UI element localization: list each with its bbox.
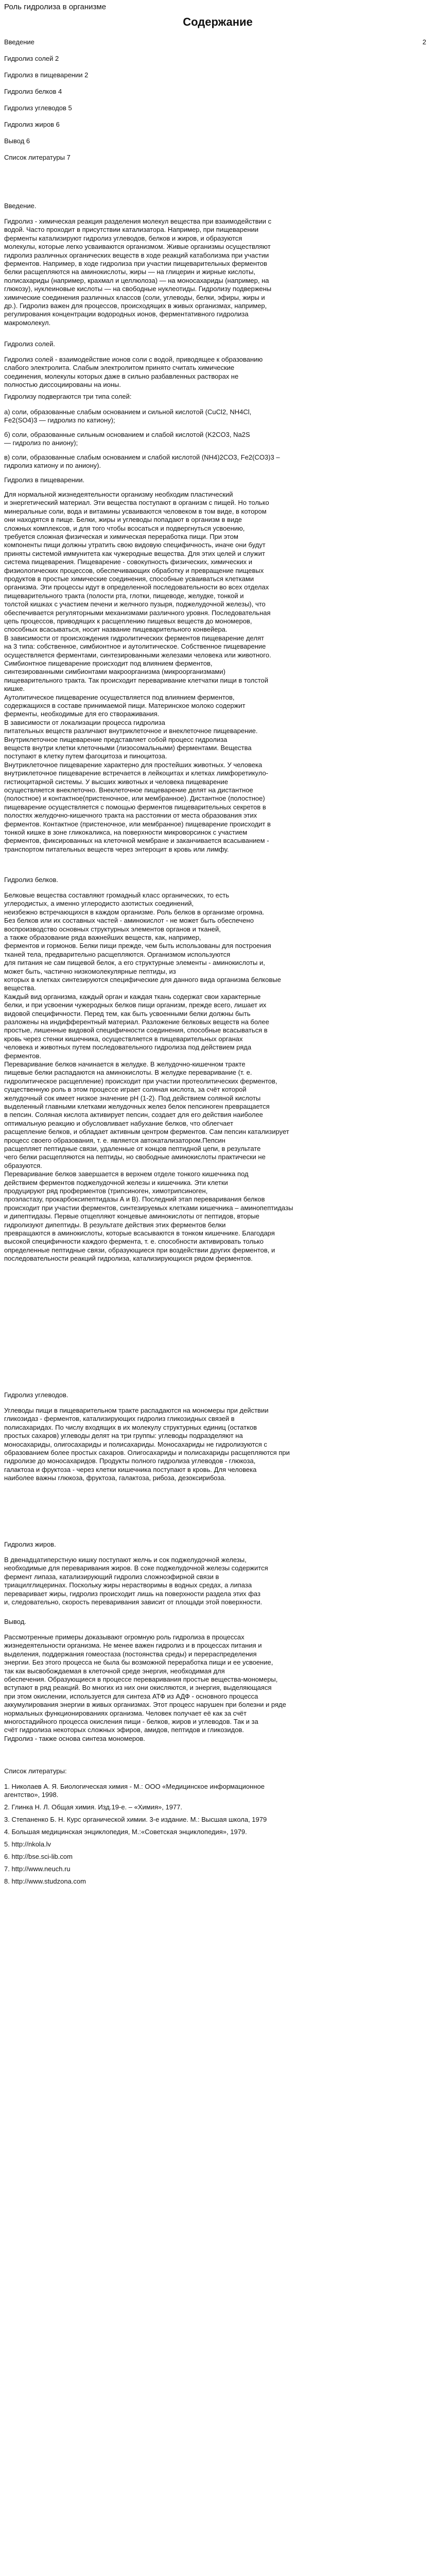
paragraph-line: физиологических процессов, обеспечивающих обработку и превращение пищевых [4, 566, 264, 574]
salt-type-line: б) соли, образованные сильным основанием и слабой кислотой (K2CO3, Na2S [4, 431, 250, 438]
paragraph-line: неизбежно встречающихся в каждом организме. Роль белков в организме огромна. [4, 908, 265, 916]
paragraph-line: Внутриклеточное пищеварение представляет собой процесс гидролиза [4, 735, 228, 743]
toc-item: Гидролиз в пищеварении 2 [4, 71, 89, 79]
paragraph-line: водой. Часто проходит в присутствии катализатора. Например, при пищеварении [4, 226, 259, 234]
section-heading-salts: Гидролиз солей. [4, 340, 56, 348]
paragraph-line: ферменты катализируют гидролиз углеводов, белков и жиров, и образуются [4, 234, 242, 242]
paragraph-line: последовательности реакций гидролиза, катализирующихся рядом ферментов. [4, 1255, 253, 1263]
reference-item: 2. Глинка Н. Л. Общая химия. Изд.19-е. – «Химия», 1977. [4, 1803, 183, 1811]
paragraph-line: тонкой кишке в зоне гликокаликса, на поверхности микроворсинок с участием [4, 828, 248, 836]
paragraph-line: действием ферментов поджелудочной железы и кишечника. Эти клетки [4, 1178, 228, 1187]
paragraph-line: энергии. Без этого процесса не была бы возможной переработка пищи и ее усвоение, [4, 1658, 273, 1667]
reference-item: 1. Николаев А. Я. Биологическая химия - М.: ООО «Медицинское информационное [4, 1783, 265, 1790]
paragraph-line: молекулы, которые легко усваиваются организмом. Живые организмы осуществляют [4, 243, 271, 251]
paragraph-line: компоненты пищи должны утратить свою видовую специфичность, иначе они будут [4, 541, 266, 549]
paragraph-line: полостях желудочно-кишечного тракта на расстоянии от места образования этих [4, 811, 257, 820]
paragraph-line: полисахариды (например, крахмал и целлюлоза) — на моносахариды (например, на [4, 276, 269, 284]
paragraph-line: определенные пептидные связи, образующиеся при воздействии других ферментов, и [4, 1246, 275, 1254]
paragraph-line: пищевые белки распадаются на аминокислоты. В желудке переваривание (т. е. [4, 1069, 252, 1077]
paragraph-line: Гидролиз солей - взаимодействие ионов соли с водой, приводящее к образованию [4, 355, 263, 363]
paragraph-line: превращаются в аминокислоты, которые всасываются в тонком кишечнике. Благодаря [4, 1229, 275, 1237]
paragraph-line: обеспечения. Образующиеся в процессе переваривания простые вещества-мономеры, [4, 1675, 278, 1683]
paragraph-line: которых в клетках синтезируются специфические для данного вида организма белковые [4, 976, 281, 984]
paragraph-line: обеспечивается регуляторными механизмами различного уровня. Последовательная [4, 608, 271, 617]
paragraph-line: ферментов. [4, 1052, 42, 1060]
paragraph-line: и энергетический материал. Эти вещества поступают в организм с пищей. Но только [4, 499, 269, 507]
section-heading-fats: Гидролиз жиров. [4, 1540, 56, 1548]
paragraph-line: организма. Эти процессы идут в определенной последовательности во всех отделах [4, 583, 269, 591]
paragraph-line: содержащихся в составе принимаемой пищи. Материнское молоко содержит [4, 702, 246, 709]
paragraph-line: способных всасываться, носит название пищеварительного конвейера. [4, 625, 228, 634]
paragraph-line: пищеварительного тракта. Так происходит переваривание клетчатки пищи в толстой [4, 676, 269, 684]
paragraph-line: белки, и при усвоении чужеродных белков пищи организм, прежде всего, лишает их [4, 1001, 267, 1009]
paragraph-line: необходимые для переваривания жиров. В соке поджелудочной железы содержится [4, 1564, 268, 1572]
paragraph-line: желудочный сок имеет низкое значение pH (1-2). Под действием соляной кислоты [4, 1094, 261, 1102]
paragraph-line: Без белков или их составных частей - аминокислот - не может быть обеспечено [4, 917, 254, 925]
toc-page-number: 2 [422, 38, 426, 46]
paragraph-line: ферментов. Например, в ходе гидролиза при участии пищеварительных ферментов [4, 260, 267, 267]
paragraph-line: глюкозу), нуклеиновые кислоты — на свободные нуклеотиды. Гидролизу подвержены [4, 285, 272, 293]
paragraph-line: ферментов. Контактное (пристеночное, или мембранное) пищеварение происходит в [4, 820, 271, 828]
paragraph-line: при этом окислении, используется для синтеза АТФ из АДФ - основного процесса [4, 1692, 258, 1700]
paragraph-line: и, следовательно, скорость переваривания зависит от площади этой поверхности. [4, 1598, 263, 1606]
paragraph-line: гидролизе до моносахаридов. Продукты полного гидролиза углеводов - глюкоза, [4, 1457, 256, 1465]
paragraph-line: выделения, поддержания гомеостаза (постоянства среды) и перераспределения [4, 1650, 257, 1658]
paragraph-line: моносахариды, олигосахариды и полисахариды. Моносахариды не гидролизуются с [4, 1440, 267, 1448]
paragraph-line: выделенный главными клетками желудочных желез белок пепсиноген превращается [4, 1103, 270, 1110]
paragraph-line: Белковые вещества составляют громадный класс органических, то есть [4, 891, 230, 899]
reference-item: агентство», 1998. [4, 1791, 59, 1799]
paragraph-line: высокой специфичности каждого фермента, т. е. способности активировать только [4, 1238, 264, 1246]
paragraph-line: система пищеварения. Пищеварение - совокупность физических, химических и [4, 558, 253, 566]
toc-item: Введение 2 [4, 38, 426, 46]
paragraph-line: проэластазу, прокарбоксипептидазы А и В). Последний этап переваривания белков [4, 1195, 265, 1204]
paragraph-line: сложных комплексов, и для того чтобы всосаться и подвергнуться усвоению, [4, 524, 245, 532]
reference-item: 3. Степаненко Б. Н. Курс органической химии. 3-е издание. М.: Высшая школа, 1979 [4, 1816, 267, 1823]
paragraph-line: в пепсин. Соляная кислота активирует пепсин, создает для его действия наиболее [4, 1111, 263, 1119]
paragraph-line: тканей тела, предварительно расщепляются. Организмом используются [4, 950, 231, 958]
paragraph-line: синтезированными симбионтами макроорганизма (микроорганизмами) [4, 668, 225, 676]
salt-type-line: — гидролиз по аниону); [4, 439, 78, 447]
reference-item: 6. http://bse.sci-lib.com [4, 1853, 73, 1860]
paragraph-line: полностью диссоциированы на ионы. [4, 381, 121, 389]
paragraph-line: В двенадцатиперстную кишку поступают желчь и сок поджелудочной железы, [4, 1556, 247, 1564]
paragraph-line: а также образование ряда важнейших веществ, как, например, [4, 934, 201, 941]
salt-type-line: а) соли, образованные слабым основанием и сильной кислотой (CuCl2, NH4Cl, [4, 408, 252, 416]
paragraph-line: белки расщепляются на аминокислоты, жиры — на глицерин и жирные кислоты, [4, 268, 255, 276]
paragraph-line: наиболее важны глюкоза, фруктоза, галактоза, рибоза, дезоксирибоза. [4, 1474, 226, 1482]
paragraph-line: оптимальную реакцию и обусловливает набухание белков, что облегчает [4, 1119, 234, 1127]
paragraph-line: макромолекул. [4, 318, 51, 327]
paragraph-line: соединения, молекулы которых даже в сильно разбавленных растворах не [4, 372, 239, 380]
paragraph-line: пищеварение осуществляется с помощью ферментов пищеварительных секретов в [4, 803, 266, 811]
section-heading-conclusion: Вывод. [4, 1618, 26, 1625]
paragraph-line: гидролитическое расщепление) происходит при участии протеолитических ферментов, [4, 1077, 277, 1085]
paragraph-line: веществ внутри клетки клеточными (лизосомальными) ферментами. Вещества [4, 744, 252, 752]
reference-item: 7. http://www.neuch.ru [4, 1865, 71, 1873]
paragraph-line: химические соединения различных классов (соли, углеводы, белки, эфиры, жиры и [4, 293, 265, 301]
paragraph-line: гликозидаз - ферментов, катализирующих гидролиз гликозидных связей в [4, 1415, 235, 1423]
paragraph-line: гистиоцитарной системы. У высших животных и человека пищеварение [4, 777, 229, 786]
paragraph-line: Каждый вид организма, каждый орган и каждая ткань содержат свои характерные [4, 992, 261, 1001]
paragraph-line: Углеводы пищи в пищеварительном тракте распадаются на мономеры при действии [4, 1406, 269, 1414]
paragraph-line: и дипептидазы. Первые отщепляют концевые аминокислоты от пептидов, вторые [4, 1212, 259, 1221]
paragraph-line: происходит при участии ферментов, синтезируемых клетками кишечника – аминопептидазы [4, 1204, 293, 1212]
paragraph-line: вещества. [4, 984, 36, 992]
paragraph-line: расщепляет пептидные связи, удаленные от концов пептидной цепи, в результате [4, 1145, 261, 1153]
toc-item: Гидролиз солей 2 [4, 55, 59, 62]
paragraph-line: для питания не сам пищевой белок, а его структурные элементы - аминокислоты и, [4, 959, 265, 967]
paragraph-line: цепь процессов, приводящих к расщеплению пищевых веществ до мономеров, [4, 617, 252, 625]
paragraph-line: В зависимости от происхождения гидролитических ферментов пищеварение делят [4, 634, 264, 642]
paragraph-line: ферментов и гормонов. Белки пищи прежде, чем быть использованы для построения [4, 942, 271, 950]
paragraph-line: Гидролиз - химическая реакция разделения молекул вещества при взаимодействии с [4, 217, 272, 225]
toc-item: Гидролиз углеводов 5 [4, 104, 72, 112]
paragraph-line: счёт гидролиза некоторых сложных эфиров, амидов, пептидов и гликозидов. [4, 1726, 244, 1734]
paragraph-line: вступают в ряд реакций. Во многих из них они окисляются, и энергия, выделяющаяся [4, 1684, 272, 1692]
paragraph-line: питательных веществ различают внутриклеточное и внеклеточное пищеварение. [4, 727, 258, 735]
paragraph-line: внутриклеточное пищеварение встречается в лейкоцитах и клетках лимфоретикуло- [4, 769, 269, 777]
paragraph-line: транспортом питательных веществ через энтероцит в кровь или лимфу. [4, 845, 229, 853]
paragraph-line: пищеварительного тракта (полости рта, глотки, пищеводе, желудке, тонкой и [4, 591, 244, 600]
paragraph-line: расщепление белков, и обладает активным центром ферментов. Сам пепсин катализирует [4, 1128, 289, 1136]
toc-item: Гидролиз жиров 6 [4, 121, 60, 128]
paragraph-line: процесс своего образования, т. е. является автокатализатором.Пепсин [4, 1136, 225, 1144]
paragraph-line: триацилглицеринах. Поскольку жиры нерастворимы в водных средах, а липаза [4, 1581, 252, 1589]
paragraph-line: минеральные соли, вода и витамины усваиваются человеком в том виде, в котором [4, 507, 267, 515]
paragraph-line: Гидролизу подвергаются три типа солей: [4, 393, 132, 400]
paragraph-line: регулирования концентрации водородных ионов, ферментативного гидролиза [4, 310, 249, 318]
toc-item: Список литературы 7 [4, 154, 71, 161]
paragraph-line: В зависимости от локализации процесса гидролиза [4, 718, 165, 726]
paragraph-line: человека и животных путем последовательного гидролиза под действием ряда [4, 1043, 252, 1052]
reference-item: 4. Большая медицинская энциклопедия, М.:«Советская энциклопедия», 1979. [4, 1828, 247, 1836]
paragraph-line: Переваривание белков завершается в верхнем отделе тонкого кишечника под [4, 1170, 249, 1178]
paragraph-line: гидролизуют дипептиды. В результате действия этих ферментов белки [4, 1221, 226, 1229]
toc-item: Вывод 6 [4, 137, 30, 145]
paragraph-line: галактоза и фруктоза - через клетки кишечника поступают в кровь. Для человека [4, 1465, 257, 1473]
paragraph-line: образованием более простых сахаров. Олигосахариды и полисахариды расщепляются при [4, 1449, 290, 1456]
salt-type-line: Fe2(SO4)3 — гидролиз по катиону); [4, 416, 115, 424]
paragraph-line: многостадийного процесса окисления пищи - белков, жиров и углеводов. Так и за [4, 1718, 258, 1725]
paragraph-line: осуществляется ферментами, синтезированными железами человека или животного. [4, 651, 271, 659]
salt-type-line: гидролиз катиону и по аниону). [4, 462, 101, 469]
paragraph-line: слабого электролита. Слабым электролитом принято считать химические [4, 364, 235, 372]
paragraph-line: фермент липаза, катализирующий гидролиз сложноэфирной связи в [4, 1572, 219, 1581]
paragraph-line: требуется сложная физическая и химическая переработка пищи. При этом [4, 533, 238, 540]
paragraph-line: разложены на индифферентный материал. Разложение белковых веществ на более [4, 1018, 269, 1026]
paragraph-line: ферменты, необходимые для его створаживания. [4, 710, 160, 718]
paragraph-line: Переваривание белков начинается в желудке. В желудочно-кишечном тракте [4, 1060, 246, 1068]
paragraph-line: осуществляется внеклеточно. Внеклеточное пищеварение делят на дистантное [4, 786, 253, 794]
paragraph-line: Аутолитическое пищеварение осуществляется под влиянием ферментов, [4, 693, 235, 701]
paragraph-line: они находятся в пище. Белки, жиры и углеводы попадают в организм в виде [4, 516, 242, 524]
paragraph-line: др.). Гидролиз важен для процессов, происходящих в живых организмах, например, [4, 302, 267, 310]
paragraph-line: толстой кишках с участием печени и желчного пузыря, поджелудочной железы), что [4, 600, 266, 608]
section-heading-carbohydrates: Гидролиз углеводов. [4, 1391, 68, 1399]
paragraph-line: жизнедеятельности организма. Не менее важен гидролиз и в процессах питания и [4, 1641, 262, 1650]
paragraph-line: кишке. [4, 685, 25, 693]
paragraph-line: переваривает жиры, гидролиз происходит лишь на поверхности раздела этих фаз [4, 1589, 260, 1598]
reference-item: 5. http://nkola.lv [4, 1840, 51, 1848]
paragraph-line: простые, лишенные видовой специфичности соединения, способные всасываться в [4, 1026, 268, 1035]
paragraph-line: углеродистых, а именно углеродисто азотистых соединений, [4, 900, 194, 908]
paragraph-line: Рассмотренные примеры доказывают огромную роль гидролиза в процессах [4, 1633, 245, 1641]
toc-item: Гидролиз белков 4 [4, 88, 62, 95]
paragraph-line: на 3 типа: собственное, симбионтное и аутолитическое. Собственное пищеварение [4, 642, 266, 651]
paragraph-line: продуцируют ряд проферментов (трипсиноген, химотрипсиноген, [4, 1187, 208, 1195]
paragraph-line: существенную роль в этом процессе играет соляная кислота, за счёт которой [4, 1086, 247, 1094]
paragraph-line: Симбионтное пищеварение происходит под влиянием ферментов, [4, 659, 213, 667]
paragraph-line: приняты системой иммунитета как чужеродные вещества. Для этих целей и служит [4, 549, 265, 557]
paragraph-line: аккумулирования энергии в живых организмах. Этот процесс нарушен при болезни и ряде [4, 1701, 286, 1709]
paragraph-line: простых сахаров) углеводы делят на три группы: углеводы подразделяют на [4, 1432, 243, 1440]
paragraph-line: ферментов, фиксированных на клеточной мембране и заканчивается всасыванием - [4, 837, 269, 845]
paragraph-line: кровь через стенки кишечника, осуществляется в пищеварительных органах [4, 1035, 243, 1043]
paragraph-line: продуктов в простые химические соединения, способные усваиваться клетками [4, 575, 254, 583]
paragraph-line: гидролиз различных органических веществ в ходе реакций катаболизма при участии [4, 251, 269, 259]
paragraph-line: полисахаридах. По числу входящих в их молекулу структурных единиц (остатков [4, 1423, 257, 1431]
section-heading-digestion: Гидролиз в пищеварении. [4, 476, 85, 484]
paragraph-line: чего белки расщепляются на пептиды, но свободные аминокислоты практически не [4, 1153, 266, 1161]
section-heading-proteins: Гидролиз белков. [4, 876, 59, 884]
paragraph-line: так как высвобождаемая в клеточной среде энергия, необходимая для [4, 1667, 225, 1675]
section-heading-references: Список литературы: [4, 1767, 67, 1775]
salt-type-line: в) соли, образованные слабым основанием и слабой кислотой (NH4)2CO3, Fe2(CO3)3 – [4, 453, 280, 461]
section-heading-introduction: Введение. [4, 202, 37, 210]
document-title: Роль гидролиза в организме [4, 3, 107, 11]
paragraph-line: видовой специфичности. Перед тем, как быть усвоенными белки должны быть [4, 1009, 251, 1018]
paragraph-line: может быть, частично низкомолекулярные пептиды, из [4, 967, 176, 975]
paragraph-line: воспроизводство основных структурных элементов органов и тканей, [4, 925, 221, 933]
paragraph-line: Гидролиз - также основа синтеза мономеров. [4, 1734, 145, 1742]
paragraph-line: нормальных функционированиях организма. Человек получает её как за счёт [4, 1709, 247, 1717]
paragraph-line: Для нормальной жизнедеятельности организму необходим пластический [4, 490, 233, 498]
paragraph-line: Внутриклеточное пищеварение характерно для простейших животных. У человека [4, 760, 263, 769]
contents-heading: Содержание [183, 15, 253, 28]
paragraph-line: (полостное) и контактное(пристеночное, или мембранное). Дистантное (полостное) [4, 794, 265, 803]
paragraph-line: образуются. [4, 1161, 42, 1170]
reference-item: 8. http://www.studzona.com [4, 1877, 86, 1885]
paragraph-line: поступают в клетку путем фагоцитоза и пиноцитоза. [4, 752, 167, 760]
